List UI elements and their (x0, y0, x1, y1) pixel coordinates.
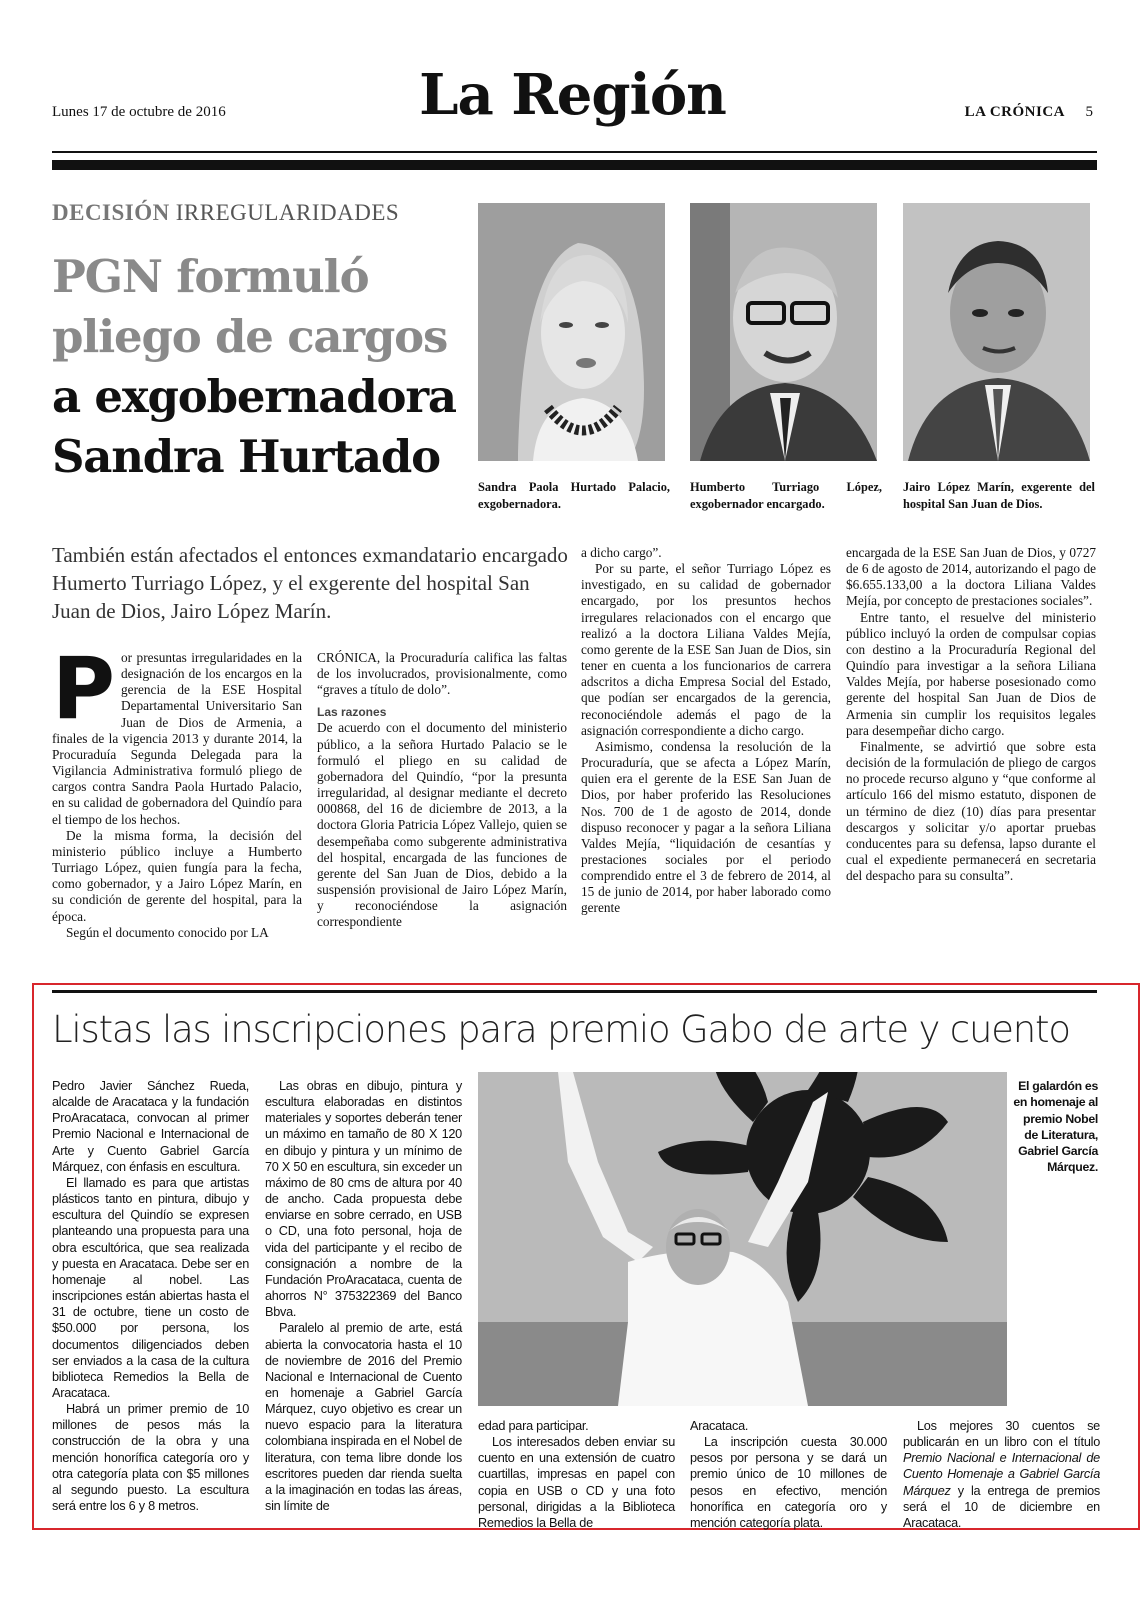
masthead-rule-thick (52, 160, 1097, 170)
paragraph: Finalmente, se advirtió que sobre esta decisión de la formulación de pliego de cargos no procede recurso alguno y “que conforme al artículo 166 del mismo estatuto, disponen de un término de diez (10) días para presentar descargos y solicitar y/o aportar pruebas conducentes para su defensa, lapso durante el cual el expediente permanecerá en secretaria del despacho para su consulta”. (846, 738, 1096, 884)
paragraph: edad para participar. (478, 1419, 589, 1433)
story1-column-2 (317, 650, 567, 931)
kicker-topic: DECISIÓN (52, 200, 170, 225)
photo-humberto-turriago (690, 203, 877, 461)
headline-line-1: PGN formuló (52, 250, 369, 303)
headline-line-2: pliego de cargos (52, 310, 448, 363)
story-kicker (52, 200, 399, 226)
story2-column-2 (265, 1078, 462, 1514)
story2-headline: Listas las inscripciones para premio Gabo de arte y cuento (52, 1008, 1070, 1051)
paragraph: Entre tanto, el resuelve del ministerio público incluyó la orden de compulsar copias con destino a la Procuraduría Regional del Quindío para investigar a la señora Liliana Valdes Mejía, por haberse posesionado como gerente del hospital San Juan de Dios de Armenia sin cumplir los requisitos legales para desempeñar dicho cargo. (846, 609, 1096, 738)
portrait-man-icon (903, 203, 1090, 461)
paragraph: Según el documento conocido por LA (66, 924, 269, 940)
paragraph: encargada de la ESE San Juan de Dios, y 0727 de 6 de agosto de 2014, autorizando el pago de $6.655.133,00 a la doctora Liliana Valdes Mejía, por concepto de prestaciones sociales”. (846, 545, 1096, 609)
paragraph: Los interesados deben enviar su cuento en una extensión de cuatro cuartillas, impresas en papel con copia en USB o CD y una foto personal, dirigidas a la Biblioteca Remedios la Bella de (478, 1435, 675, 1530)
photo-caption-2: Humberto Turriago López, exgobernador encargado. (690, 480, 882, 511)
kicker-subtopic: IRREGULARIDADES (175, 200, 400, 225)
photo-gabriel-garcia-marquez (478, 1072, 1007, 1406)
portrait-man-glasses-icon (690, 203, 877, 461)
photo-sandra-hurtado (478, 203, 665, 461)
masthead-rule-thin (52, 151, 1097, 153)
photo-jairo-lopez (903, 203, 1090, 461)
story2-column-5 (903, 1418, 1100, 1531)
paragraph: Por su parte, el señor Turriago López es investigado, en su calidad de gobernador encargado, por los presuntos hechos irregulares relacionados con el encargo que realizó a la doctora Liliana Valdes Mejía, como gerente de la ESE San Juan de Dios, sin tener en cuenta a los funcionarios de carrera adscritos a dicha Empresa Social del Estado, que podían ser encargados de la gerencia, reconociéndole además el pago de la asignación correspondiente a dicho cargo. (581, 561, 831, 738)
paragraph: Aracataca. (690, 1419, 749, 1433)
story2-column-3 (478, 1418, 675, 1531)
man-raising-arms-icon (478, 1072, 1007, 1406)
publication-name: LA CRÓNICA (964, 104, 1065, 120)
story1-column-3 (581, 545, 831, 917)
paragraph: a dicho cargo”. (581, 545, 662, 560)
photo-caption-1: Sandra Paola Hurtado Palacio, exgobernadora. (478, 480, 670, 511)
issue-date: Lunes 17 de octubre de 2016 (52, 104, 226, 120)
paragraph: CRÓNICA, la Procuraduría califica las faltas de los involucrados, provisionalmente, como “graves a título de dolo”. (317, 650, 567, 698)
section-title: La Región (419, 62, 726, 128)
story1-column-1 (52, 639, 302, 941)
paragraph-text: Los mejores 30 cuentos se publicarán en un libro con el título (903, 1419, 1100, 1450)
paragraph: Las obras en dibujo, pintura y escultura elaboradas en distintos materiales y soportes deberán tener un máximo en tamaño de 80 X 120 en dibujo y pintura y un mínimo de 70 X 50 en escultura, sin exceder un máximo de 80 cms de altura por 40 de ancho. Cada propuesta debe enviarse en sobre cerrado, en USB o CD, una foto personal, hoja de vida del participante y el recibo de consignación a nombre de la Fundación ProAracataca, cuenta de ahorros N° 375322369 del Banco Bbva. (265, 1079, 462, 1320)
big-photo-caption: El galardón es en homenaje al premio Nobel de Literatura, Gabriel García Márquez. (1013, 1079, 1098, 1175)
paragraph: De acuerdo con el documento del ministerio público, a la señora Hurtado Palacio se le formuló el pliego en su calidad de gobernadora del Quindío, “por la presunta irregularidad, al designar mediante el decreto 000868, del 16 de diciembre de 2013, a la doctora Gloria Patricia López Vallejo, quien se desempeñaba como subgerente administrativa del hospital, encargada de las funciones de gerente del San Juan de Dios, debido a la suspensión provisional de Jairo López Marín, y reconociéndose la asignación correspondiente (317, 720, 567, 930)
story2-column-1 (52, 1078, 249, 1514)
paragraph: or presuntas irregularidades en la designación de los encargos en la gerencia de la ESE Hospital Departamental Universitario San Juan de Dios de Armenia, a finales de la vigencia 2013 y durante 2014, la Procuraduía Segunda Delegada para la Vigilancia Administrativa formuló pliego de cargos contra Sandra Paola Hurtado Palacio, en su calidad de gobernadora del Quindío para el tiempo de los hechos. (52, 650, 302, 827)
headline-line-4: Sandra Hurtado (52, 430, 440, 483)
subhead: Las razones (317, 705, 387, 720)
paragraph: El llamado es para que artistas plásticos tanto en pintura, dibujo y escultura del Quindío se expresen planteando una propuesta para una obra escultórica, que sea realizada y puesta en Aracataca. Debe ser en homenaje al nobel. Las inscripciones están abiertas hasta el 31 de octubre, tiene un costo de $50.000 por persona, los documentos diligenciados deben ser enviados a la casa de la cultura biblioteca Remedios la Bella de Aracataca. (52, 1175, 249, 1400)
paragraph: La inscripción cuesta 30.000 pesos por persona y se dará un premio único de 10 millones de pesos en efectivo, mención honorífica en categoría oro y mención categoría plata. (690, 1435, 887, 1530)
drop-cap: P (52, 639, 116, 739)
page-number: 5 (1085, 104, 1093, 120)
story1-column-4 (846, 545, 1096, 884)
headline-line-3: a exgobernadora (52, 370, 456, 423)
paragraph: Paralelo al premio de arte, está abierta la convocatoria hasta el 10 de noviembre de 2016 del Premio Nacional e Internacional de Cuento en homenaje a Gabriel García Márquez, cuyo objetivo es crear un nuevo espacio para la literatura colombiana inspirada en el Nobel de literatura, con tema libre donde los escritores pueden dar rienda suelta a la imaginación en todas las áreas, sin límite de (265, 1321, 462, 1514)
paragraph: Pedro Javier Sánchez Rueda, alcalde de Aracataca y la fundación ProAracataca, convocan al primer Premio Nacional e Internacional de Arte y Cuento Gabriel García Márquez, con énfasis en escultura. (52, 1079, 249, 1174)
story-deck: También están afectados el entonces exmandatario encargado Humerto Turriago López, y el exgerente del hospital San Juan de Dios, Jairo López Marín. (52, 543, 568, 623)
story2-column-4 (690, 1418, 887, 1531)
paragraph: Asimismo, condensa la resolución de la Procuraduría, que se afecta a López Marín, quien era el gerente de la ESE San Juan de Dios, por haber proferido las Resoluciones Nos. 700 de 1 de agosto de 2014, donde dispuso reconocer y pagar a la señora Liliana Valdes Mejía, “liquidación de cesantías y prestaciones sociales por el periodo comprendido entre el 3 de febrero de 2014, al 15 de junio de 2014, por haber laborado como gerente (581, 738, 831, 916)
paragraph: De la misma forma, la decisión del ministerio público incluye a Humberto Turriago López, quien fungía para la fecha, como gobernador, y a Jairo López Marín, en su condición de gerente del hospital, para la época. (52, 827, 302, 924)
portrait-woman-icon (478, 203, 665, 461)
book-title: Premio Nacional e Internacional de Cuento Homenaje a Gabriel García Márquez (903, 1451, 1100, 1498)
story2-rule (52, 990, 1097, 993)
paragraph: Habrá un primer premio de 10 millones de pesos más la construcción de la obra y una mención honorífica categoría oro y otra categoría plata con $5 millones al segundo puesto. La escultura será entre los 6 y 8 metros. (52, 1402, 249, 1514)
paragraph (903, 1418, 1100, 1531)
paragraph-text: y la entrega de premios será el 10 de diciembre en Aracataca. (903, 1483, 1100, 1530)
photo-caption-3: Jairo López Marín, exgerente del hospital San Juan de Dios. (903, 480, 1095, 511)
